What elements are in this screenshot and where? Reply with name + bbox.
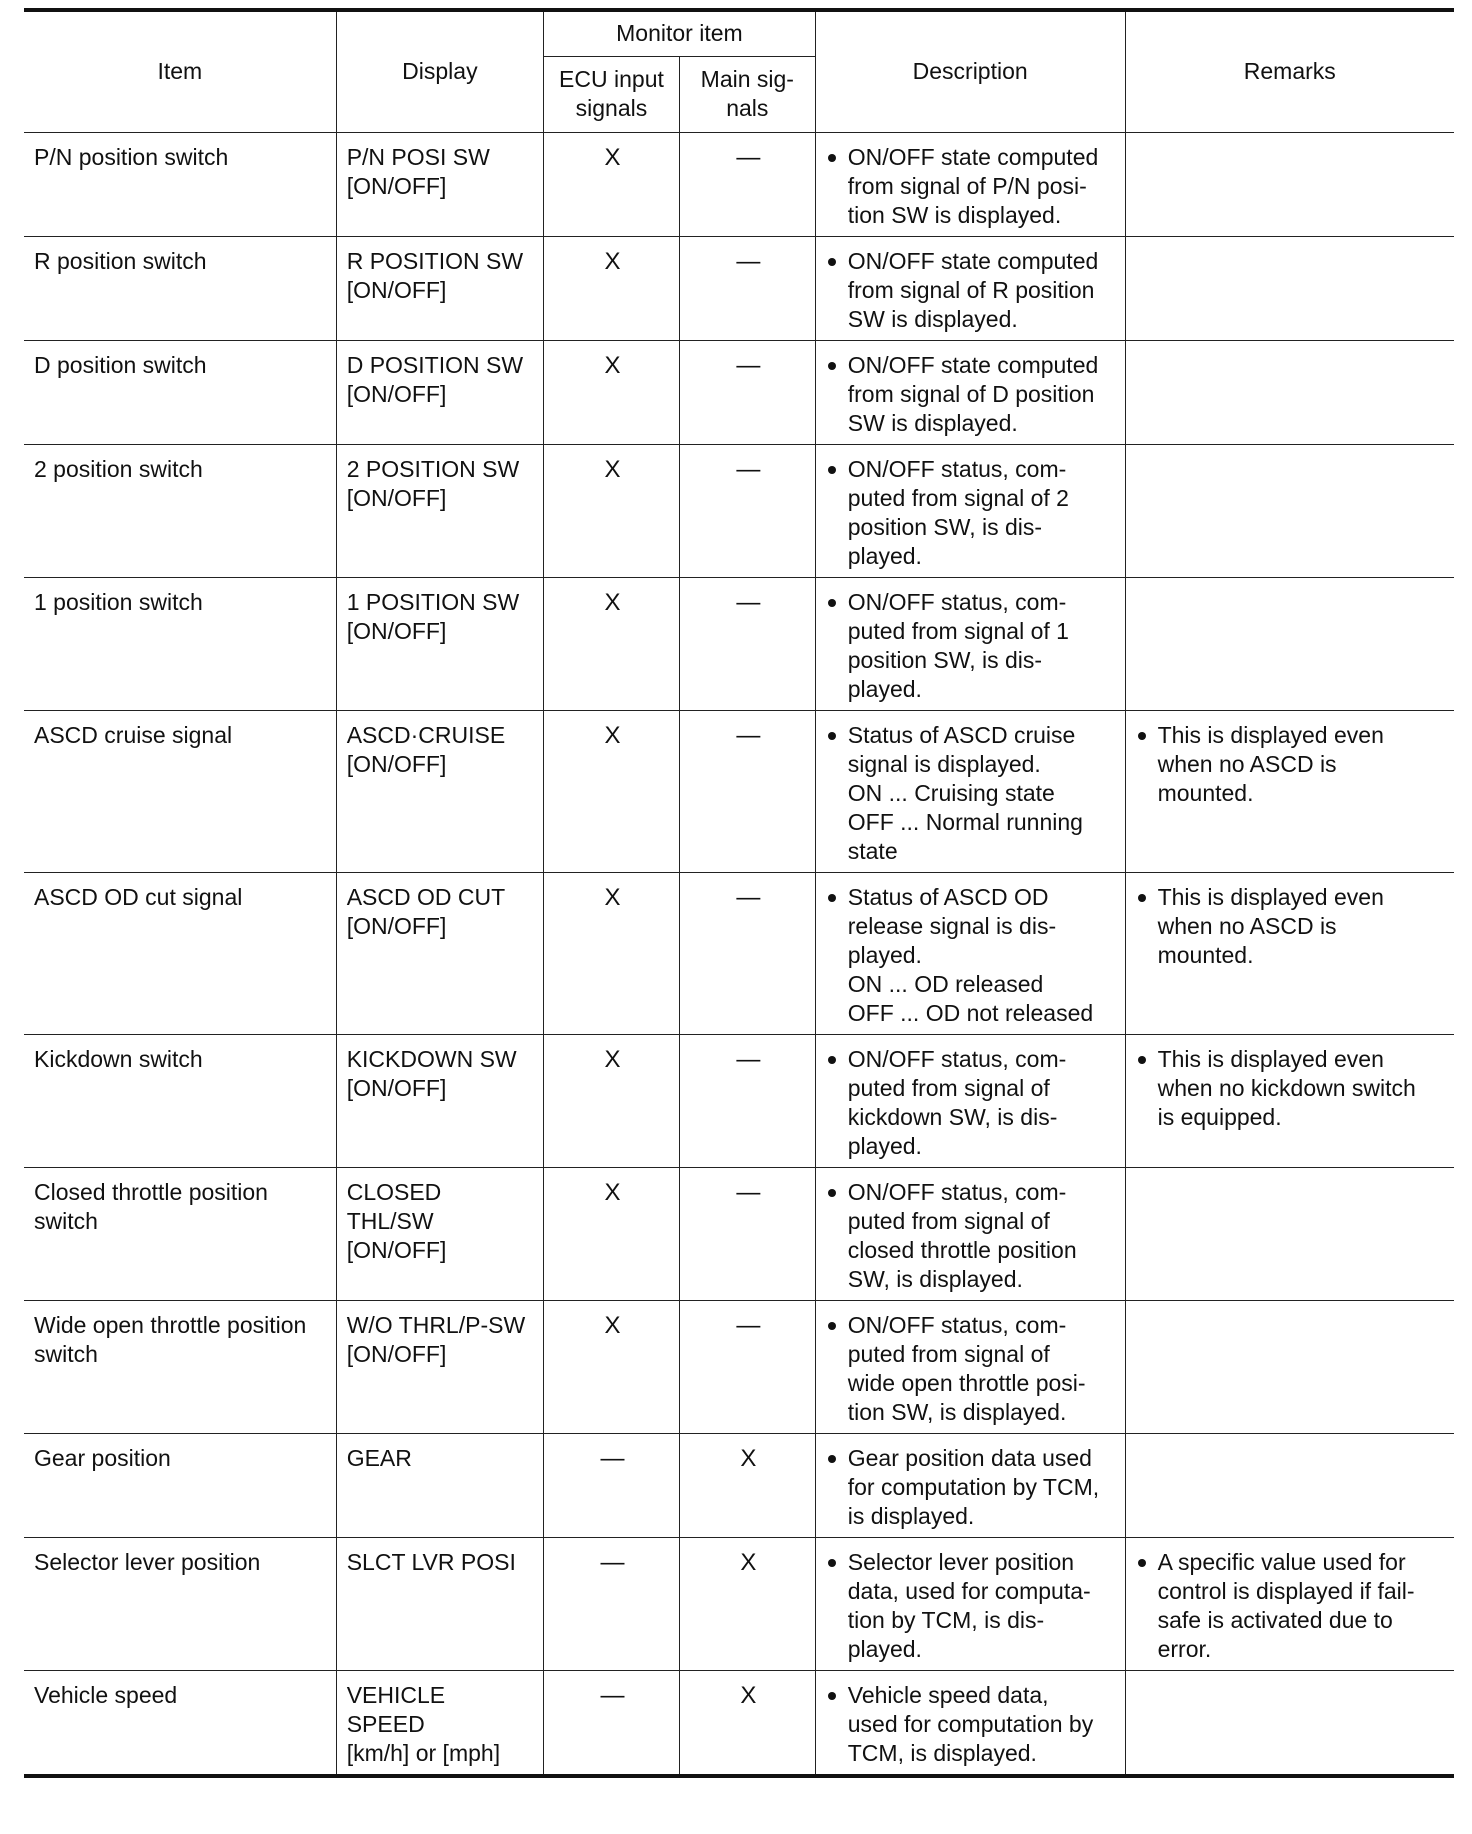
remarks-list (1136, 1045, 1446, 1132)
remarks-cell (1125, 1670, 1454, 1776)
description-line: position SW, is dis- (847, 646, 1043, 673)
description-line: ON/OFF status, com- (847, 588, 1067, 615)
description-list (826, 143, 1117, 230)
item-cell: Gear position (24, 1433, 336, 1537)
description-cell (815, 577, 1125, 710)
description-bullet (826, 1045, 1117, 1161)
remarks-cell (1125, 340, 1454, 444)
description-line: wide open throttle posi- (847, 1369, 1086, 1396)
item-cell: D position switch (24, 340, 336, 444)
description-line: puted from signal of (847, 1340, 1050, 1367)
remarks-cell (1125, 132, 1454, 236)
display-line: 2 POSITION SW (346, 455, 520, 482)
remarks-line: A specific value used for (1157, 1548, 1406, 1575)
ecu-input-mark: X (544, 236, 680, 340)
main-signal-mark: X (679, 1670, 815, 1776)
display-line: [ON/OFF] (346, 1236, 447, 1263)
display-cell (336, 132, 543, 236)
main-signal-mark: — (679, 710, 815, 872)
remarks-cell (1125, 872, 1454, 1034)
description-line: from signal of D position (847, 380, 1095, 407)
description-line: ON/OFF state computed (847, 351, 1099, 378)
description-line: for computation by TCM, (847, 1473, 1100, 1500)
description-line: ON/OFF state computed (847, 247, 1099, 274)
ecu-input-mark: — (544, 1537, 680, 1670)
description-bullet (826, 883, 1117, 1028)
item-cell: ASCD cruise signal (24, 710, 336, 872)
display-cell (336, 1433, 543, 1537)
main-signal-mark: — (679, 132, 815, 236)
table-row (24, 872, 1454, 1034)
ecu-input-mark: X (544, 444, 680, 577)
description-cell (815, 710, 1125, 872)
item-cell: 2 position switch (24, 444, 336, 577)
display-line: VEHICLE (346, 1681, 446, 1708)
display-line: GEAR (346, 1444, 412, 1471)
display-cell (336, 872, 543, 1034)
description-cell (815, 1167, 1125, 1300)
description-list (826, 455, 1117, 571)
display-line: CLOSED (346, 1178, 442, 1205)
main-signal-mark: — (679, 577, 815, 710)
header-display: Display (336, 10, 543, 132)
display-line: [ON/OFF] (346, 484, 447, 511)
description-line: played. (847, 941, 922, 968)
item-cell: R position switch (24, 236, 336, 340)
description-line: closed throttle position (847, 1236, 1077, 1263)
display-line: R POSITION SW (346, 247, 524, 274)
description-cell (815, 132, 1125, 236)
remarks-bullet (1136, 1548, 1446, 1664)
remarks-list (1136, 1548, 1446, 1664)
display-line: KICKDOWN SW (346, 1045, 517, 1072)
description-list (826, 351, 1117, 438)
table-row (24, 340, 1454, 444)
remarks-line: This is displayed even (1157, 721, 1384, 748)
item-cell: ASCD OD cut signal (24, 872, 336, 1034)
description-line: signal is displayed. (847, 750, 1041, 777)
description-list (826, 1311, 1117, 1427)
description-line: OFF ... OD not released (847, 999, 1094, 1026)
description-line: Selector lever position (847, 1548, 1075, 1575)
remarks-cell (1125, 236, 1454, 340)
description-list (826, 247, 1117, 334)
header-main-signals: Main sig- nals (679, 56, 815, 132)
table-row (24, 1034, 1454, 1167)
description-line: SW, is displayed. (847, 1265, 1023, 1292)
table-row (24, 1433, 1454, 1537)
table-header (24, 10, 1454, 132)
main-signal-mark: X (679, 1537, 815, 1670)
description-bullet (826, 1311, 1117, 1427)
description-line: ON ... Cruising state (847, 779, 1055, 806)
description-line: SW is displayed. (847, 305, 1018, 332)
main-signal-mark: — (679, 872, 815, 1034)
description-cell (815, 340, 1125, 444)
ecu-input-mark: X (544, 1300, 680, 1433)
ecu-input-mark: X (544, 132, 680, 236)
description-bullet (826, 455, 1117, 571)
description-line: played. (847, 542, 922, 569)
display-cell (336, 1167, 543, 1300)
remarks-line: when no kickdown switch (1157, 1074, 1416, 1101)
description-cell (815, 1300, 1125, 1433)
remarks-line: mounted. (1157, 941, 1254, 968)
header-remarks: Remarks (1125, 10, 1454, 132)
remarks-line: mounted. (1157, 779, 1254, 806)
remarks-cell (1125, 710, 1454, 872)
header-item: Item (24, 10, 336, 132)
description-line: played. (847, 675, 922, 702)
header-monitor-item: Monitor item (544, 10, 816, 56)
display-line: [ON/OFF] (346, 380, 447, 407)
table-row (24, 1300, 1454, 1433)
table-row (24, 236, 1454, 340)
ecu-input-mark: — (544, 1433, 680, 1537)
main-signal-mark: — (679, 340, 815, 444)
item-cell: Vehicle speed (24, 1670, 336, 1776)
display-line: [ON/OFF] (346, 172, 447, 199)
description-line: from signal of R position (847, 276, 1095, 303)
description-line: Vehicle speed data, (847, 1681, 1049, 1708)
display-cell (336, 1034, 543, 1167)
description-cell (815, 1034, 1125, 1167)
description-line: ON/OFF status, com- (847, 1045, 1067, 1072)
remarks-line: This is displayed even (1157, 1045, 1384, 1072)
remarks-line: error. (1157, 1635, 1212, 1662)
item-cell: Wide open throttle position switch (24, 1300, 336, 1433)
description-line: Gear position data used (847, 1444, 1092, 1471)
description-line: played. (847, 1132, 922, 1159)
description-line: puted from signal of 2 (847, 484, 1069, 511)
description-line: data, used for computa- (847, 1577, 1091, 1604)
item-cell: Selector lever position (24, 1537, 336, 1670)
table-row (24, 132, 1454, 236)
remarks-line: is equipped. (1157, 1103, 1282, 1130)
display-line: SLCT LVR POSI (346, 1548, 516, 1575)
description-bullet (826, 143, 1117, 230)
main-signal-mark: — (679, 1034, 815, 1167)
display-line: [ON/OFF] (346, 1074, 447, 1101)
remarks-line: This is displayed even (1157, 883, 1384, 910)
table-row (24, 1167, 1454, 1300)
description-cell (815, 1537, 1125, 1670)
description-cell (815, 236, 1125, 340)
ecu-input-mark: — (544, 1670, 680, 1776)
table-row (24, 1670, 1454, 1776)
description-line: position SW, is dis- (847, 513, 1043, 540)
display-line: [ON/OFF] (346, 276, 447, 303)
display-line: [ON/OFF] (346, 617, 447, 644)
monitor-item-table (24, 8, 1454, 1778)
display-line: SPEED (346, 1710, 425, 1737)
main-signal-mark: — (679, 1300, 815, 1433)
description-bullet (826, 1178, 1117, 1294)
description-bullet (826, 588, 1117, 704)
item-cell: Kickdown switch (24, 1034, 336, 1167)
description-list (826, 721, 1117, 866)
description-line: ON/OFF status, com- (847, 1178, 1067, 1205)
display-line: ASCD OD CUT (346, 883, 506, 910)
remarks-cell (1125, 1167, 1454, 1300)
remarks-bullet (1136, 883, 1446, 970)
table-row (24, 577, 1454, 710)
display-line: [ON/OFF] (346, 912, 447, 939)
item-cell: Closed throttle position switch (24, 1167, 336, 1300)
description-bullet (826, 247, 1117, 334)
description-line: tion by TCM, is dis- (847, 1606, 1045, 1633)
ecu-input-mark: X (544, 1167, 680, 1300)
display-line: THL/SW (346, 1207, 434, 1234)
ecu-input-mark: X (544, 577, 680, 710)
ecu-input-mark: X (544, 340, 680, 444)
description-line: from signal of P/N posi- (847, 172, 1087, 199)
remarks-cell (1125, 1034, 1454, 1167)
remarks-bullet (1136, 721, 1446, 808)
remarks-cell (1125, 1433, 1454, 1537)
ecu-input-mark: X (544, 1034, 680, 1167)
table-row (24, 444, 1454, 577)
description-line: played. (847, 1635, 922, 1662)
description-list (826, 588, 1117, 704)
remarks-cell (1125, 1537, 1454, 1670)
description-list (826, 1548, 1117, 1664)
description-cell (815, 1670, 1125, 1776)
description-cell (815, 444, 1125, 577)
main-signal-mark: — (679, 444, 815, 577)
table-body (24, 132, 1454, 1776)
description-line: kickdown SW, is dis- (847, 1103, 1058, 1130)
description-line: tion SW is displayed. (847, 201, 1062, 228)
description-line: puted from signal of (847, 1207, 1050, 1234)
header-ecu-input-signals: ECU input signals (544, 56, 680, 132)
ecu-input-mark: X (544, 710, 680, 872)
remarks-cell (1125, 1300, 1454, 1433)
description-line: ON/OFF status, com- (847, 455, 1067, 482)
table-row (24, 710, 1454, 872)
description-bullet (826, 1444, 1117, 1531)
description-line: Status of ASCD OD (847, 883, 1049, 910)
ecu-input-mark: X (544, 872, 680, 1034)
remarks-cell (1125, 444, 1454, 577)
main-signal-mark: X (679, 1433, 815, 1537)
remarks-cell (1125, 577, 1454, 710)
table-row (24, 1537, 1454, 1670)
remarks-line: when no ASCD is (1157, 750, 1337, 777)
display-cell (336, 710, 543, 872)
description-cell (815, 872, 1125, 1034)
description-line: is displayed. (847, 1502, 975, 1529)
main-signal-mark: — (679, 1167, 815, 1300)
description-cell (815, 1433, 1125, 1537)
description-list (826, 1444, 1117, 1531)
remarks-list (1136, 721, 1446, 808)
description-line: Status of ASCD cruise (847, 721, 1076, 748)
display-line: P/N POSI SW (346, 143, 490, 170)
display-line: W/O THRL/P-SW (346, 1311, 526, 1338)
description-line: ON/OFF status, com- (847, 1311, 1067, 1338)
display-cell (336, 577, 543, 710)
description-line: state (847, 837, 898, 864)
remarks-list (1136, 883, 1446, 970)
main-signal-mark: — (679, 236, 815, 340)
description-bullet (826, 351, 1117, 438)
description-bullet (826, 1681, 1117, 1768)
display-cell (336, 1300, 543, 1433)
description-line: release signal is dis- (847, 912, 1057, 939)
item-cell: 1 position switch (24, 577, 336, 710)
description-list (826, 883, 1117, 1028)
display-line: 1 POSITION SW (346, 588, 520, 615)
header-description: Description (815, 10, 1125, 132)
description-bullet (826, 721, 1117, 866)
description-line: OFF ... Normal running (847, 808, 1083, 835)
display-cell (336, 340, 543, 444)
description-line: ON/OFF state computed (847, 143, 1099, 170)
description-line: SW is displayed. (847, 409, 1018, 436)
display-line: [ON/OFF] (346, 1340, 447, 1367)
description-line: used for computation by (847, 1710, 1094, 1737)
display-line: D POSITION SW (346, 351, 524, 378)
display-cell (336, 1670, 543, 1776)
description-line: puted from signal of (847, 1074, 1050, 1101)
description-line: puted from signal of 1 (847, 617, 1069, 644)
description-list (826, 1681, 1117, 1768)
description-list (826, 1178, 1117, 1294)
remarks-line: when no ASCD is (1157, 912, 1337, 939)
display-line: [ON/OFF] (346, 750, 447, 777)
description-line: tion SW, is displayed. (847, 1398, 1067, 1425)
description-line: TCM, is displayed. (847, 1739, 1037, 1766)
description-bullet (826, 1548, 1117, 1664)
item-cell: P/N position switch (24, 132, 336, 236)
display-line: ASCD·CRUISE (346, 721, 506, 748)
remarks-bullet (1136, 1045, 1446, 1132)
remarks-line: safe is activated due to (1157, 1606, 1393, 1633)
display-line: [km/h] or [mph] (346, 1739, 501, 1766)
display-cell (336, 236, 543, 340)
display-cell (336, 1537, 543, 1670)
description-list (826, 1045, 1117, 1161)
display-cell (336, 444, 543, 577)
remarks-line: control is displayed if fail- (1157, 1577, 1415, 1604)
description-line: ON ... OD released (847, 970, 1044, 997)
